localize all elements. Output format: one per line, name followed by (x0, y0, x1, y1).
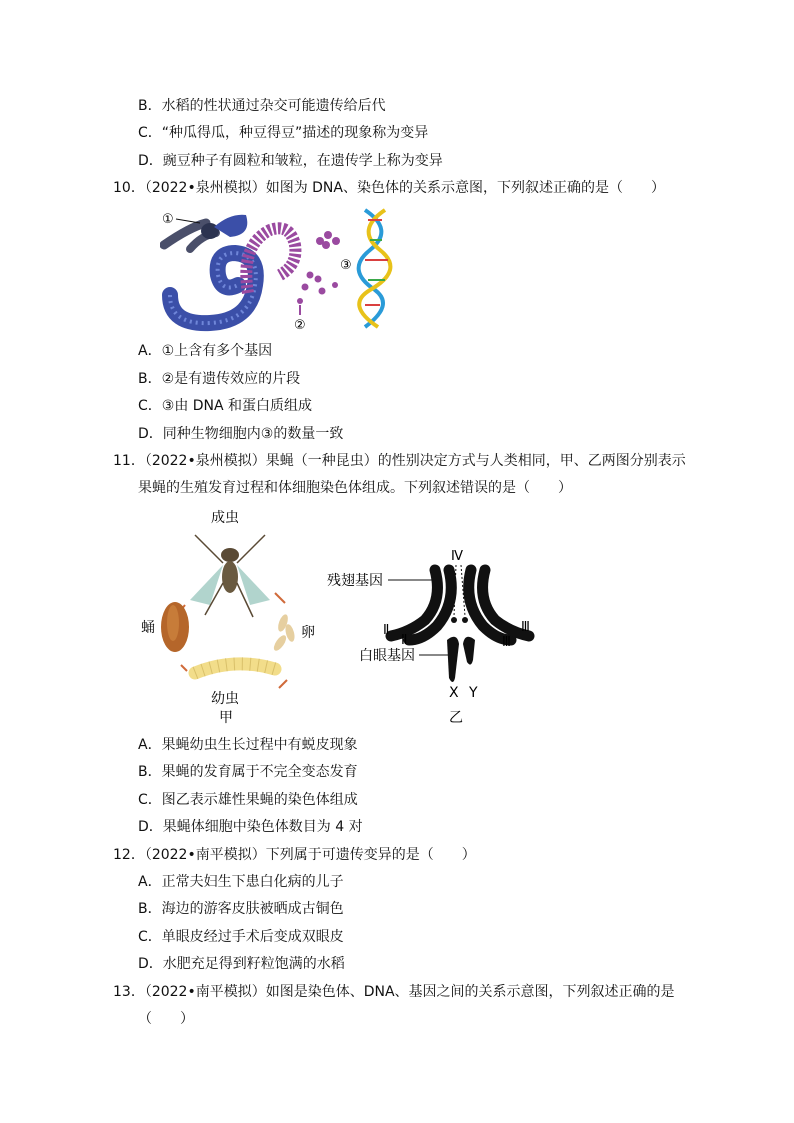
q12-stem: 12．（2022•南平模拟）下列属于可遗传变异的是（ ） (113, 847, 476, 863)
gene-label-white-eye: 白眼基因 (359, 648, 415, 664)
label-pupa: 蛹 (141, 620, 155, 636)
fruitfly-karyotype-figure (325, 540, 555, 730)
adult-fly-icon (190, 535, 270, 617)
gene-label-vestigial: 残翅基因 (327, 573, 383, 589)
q9-option-d: D．豌豆种子有圆粒和皱粒，在遗传学上称为变异 (138, 153, 443, 169)
figure-a-caption: 甲 (219, 710, 233, 725)
q12-option-a: A．正常夫妇生下患白化病的儿子 (138, 874, 344, 890)
label-x: X (449, 685, 459, 701)
q13-stem: 13．（2022•南平模拟）如图是染色体、DNA、基因之间的关系示意图，下列叙述正确的是 (113, 984, 675, 1000)
chromosome-iv-dot-1 (451, 617, 457, 623)
q11-option-b: B．果蝇的发育属于不完全变态发育 (138, 764, 358, 780)
pupa-icon (161, 602, 189, 652)
q9-option-c: C．“种瓜得瓜，种豆得豆”描述的现象称为变异 (138, 125, 429, 141)
label-adult: 成虫 (211, 510, 239, 526)
q10-option-c: C．③由 DNA 和蛋白质组成 (138, 398, 313, 414)
dna-helix-icon (359, 210, 391, 327)
roman-ii-2: Ⅱ (401, 633, 408, 648)
q10-option-d: D．同种生物细胞内③的数量一致 (138, 426, 344, 442)
roman-iii-1: Ⅲ (521, 620, 530, 635)
dna-chromosome-figure (160, 205, 400, 335)
q11-stem-line1: 11．（2022•泉州模拟）果蝇（一种昆虫）的性别决定方式与人类相同，甲、乙两图分别表示 (113, 453, 686, 469)
label-y: Y (469, 685, 478, 701)
roman-ii-1: Ⅱ (383, 623, 390, 638)
q10-option-a: A．①上含有多个基因 (138, 343, 273, 359)
larva-icon (195, 664, 275, 673)
q9-option-b: B．水稻的性状通过杂交可能遗传给后代 (138, 98, 386, 114)
chromosome-icon (164, 215, 247, 249)
q13-answer-paren: （ ） (138, 1011, 194, 1027)
label-larva: 幼虫 (211, 691, 239, 707)
label-3: ③ (340, 258, 352, 273)
chromosome-iv-dot-2 (462, 617, 468, 623)
roman-iv: Ⅳ (451, 549, 463, 564)
q12-option-d: D．水肥充足得到籽粒饱满的水稻 (138, 956, 345, 972)
y-chromosome (463, 637, 475, 665)
label-2: ② (294, 318, 306, 333)
q10-stem: 10．（2022•泉州模拟）如图为 DNA、染色体的关系示意图，下列叙述正确的是（ ） (113, 180, 665, 196)
q11-stem-line2: 果蝇的生殖发育过程和体细胞染色体组成。下列叙述错误的是（ ） (138, 480, 572, 496)
roman-iii-2: Ⅲ (502, 635, 511, 650)
label-1: ① (162, 212, 174, 227)
q10-option-b: B．②是有遗传效应的片段 (138, 371, 301, 387)
label-egg: 卵 (301, 625, 315, 641)
q11-option-c: C．图乙表示雄性果蝇的染色体组成 (138, 792, 358, 808)
x-chromosome (447, 637, 459, 682)
q12-option-b: B．海边的游客皮肤被晒成古铜色 (138, 901, 344, 917)
q11-option-a: A．果蝇幼虫生长过程中有蜕皮现象 (138, 737, 358, 753)
q12-option-c: C．单眼皮经过手术后变成双眼皮 (138, 929, 344, 945)
fruitfly-lifecycle-figure (135, 505, 325, 725)
eggs-icon (272, 613, 297, 652)
q11-option-d: D．果蝇体细胞中染色体数目为 4 对 (138, 819, 363, 835)
figure-b-caption: 乙 (449, 710, 463, 726)
